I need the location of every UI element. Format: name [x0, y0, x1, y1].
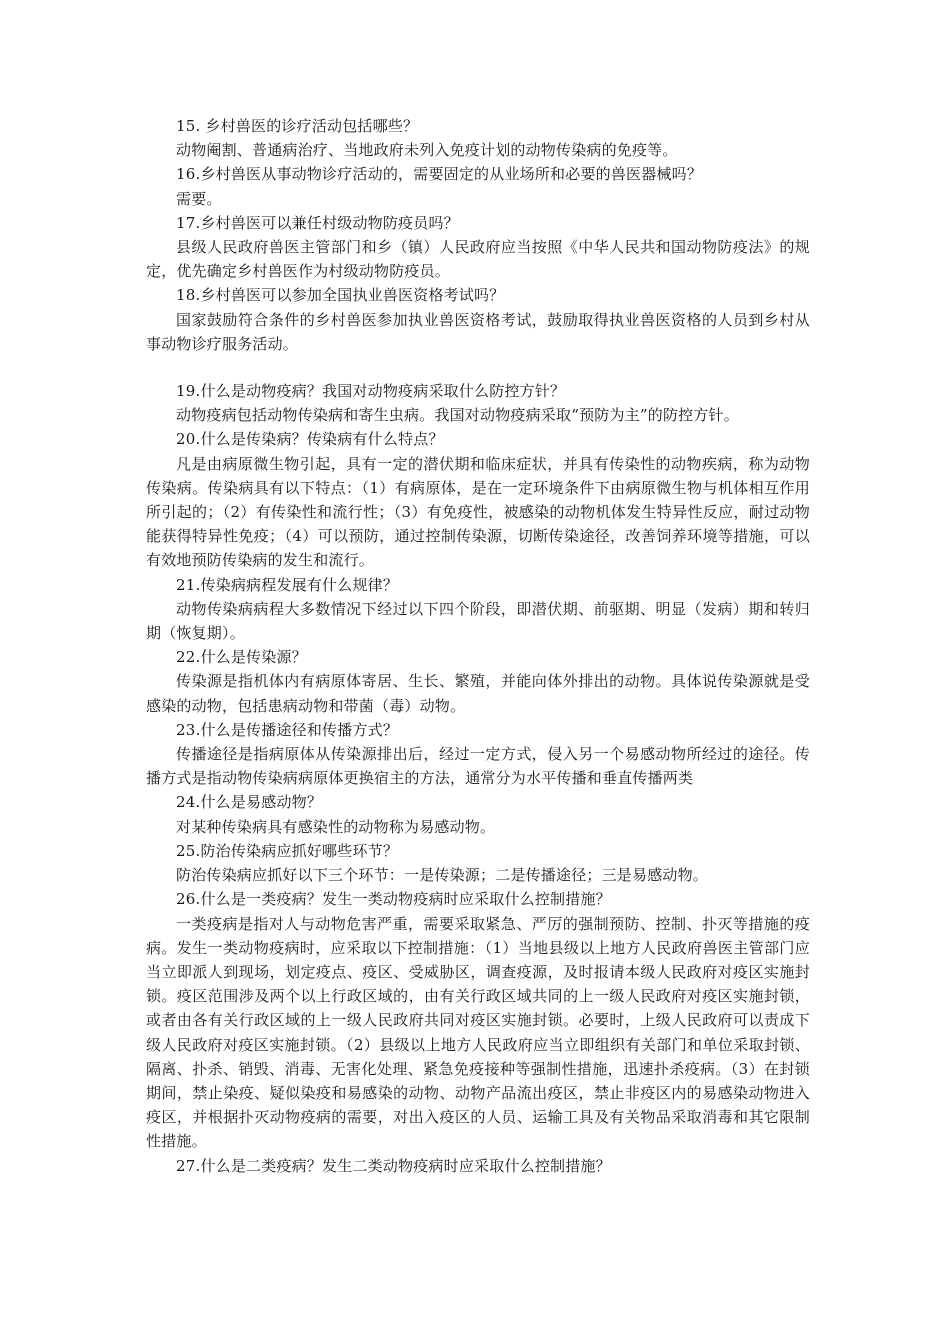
section-qa-15-18 [146, 114, 810, 356]
question-27: 27.什么是二类疫病？发生二类动物疫病时应采取什么控制措施？ [176, 1156, 611, 1175]
answer-15: 动物阉割、普通病治疗、当地政府未列入免疫计划的动物传染病的免疫等。 [176, 141, 678, 160]
question-20: 20.什么是传染病？传染病有什么特点？ [176, 430, 444, 449]
answer-17: 县级人民政府兽医主管部门和乡（镇）人民政府应当按照《中华人民共和国动物防疫法》的规定，优先确定乡村兽医作为村级动物防疫员。 [146, 238, 810, 281]
question-26: 26.什么是一类疫病？发生一类动物疫病时应采取什么控制措施？ [176, 890, 611, 909]
answer-19: 动物疫病包括动物传染病和寄生虫病。我国对动物疫病采取“预防为主”的防控方针。 [176, 406, 739, 425]
section-qa-19-27 [146, 379, 810, 1178]
answer-23: 传播途径是指病原体从传染源排出后，经过一定方式，侵入另一个易感动物所经过的途径。传播方式是指动物传染病病原体更换宿主的方法，通常分为水平传播和垂直传播两类 [146, 745, 810, 788]
document-page [146, 114, 810, 1178]
question-25: 25.防治传染病应抓好哪些环节？ [176, 841, 399, 860]
question-18: 18.乡村兽医可以参加全国执业兽医资格考试吗？ [176, 286, 505, 305]
question-21: 21.传染病病程发展有什么规律？ [176, 575, 399, 594]
question-17: 17.乡村兽医可以兼任村级动物防疫员吗？ [176, 213, 459, 232]
question-22: 22.什么是传染源？ [176, 648, 307, 667]
answer-22: 传染源是指机体内有病原体寄居、生长、繁殖，并能向体外排出的动物。具体说传染源就是受感染的动物，包括患病动物和带菌（毒）动物。 [146, 672, 810, 715]
section-spacer [146, 356, 810, 379]
answer-16: 需要。 [176, 189, 222, 208]
question-16: 16.乡村兽医从事动物诊疗活动的，需要固定的从业场所和必要的兽医器械吗？ [176, 165, 703, 184]
answer-25: 防治传染病应抓好以下三个环节：一是传染源；二是传播途径；三是易感动物。 [176, 866, 709, 885]
answer-21: 动物传染病病程大多数情况下经过以下四个阶段，即潜伏期、前驱期、明显（发病）期和转归期（恢复期）。 [146, 599, 810, 643]
question-24: 24.什么是易感动物？ [176, 793, 323, 812]
answer-26: 一类疫病是指对人与动物危害严重，需要采取紧急、严厉的强制预防、控制、扑灭等措施的疫病。发生一类动物疫病时，应采取以下控制措施：（1）当地县级以上地方人民政府兽医主管部门应当立即派人到现场，划定疫点、疫区、受威胁区，调查疫源，及时报请本级人民政府对疫区实施封锁。疫区范围涉及两个以上行政区域的，由有关行政区域共同的上一级人民政府对疫区实施封锁，或者由各有关行政区域的上一级人民政府共同对疫区实施封锁。必要时，上级人民政府可以责成下级人民政府对疫区实施封锁。（2）县级以上地方人民政府应当立即组织有关部门和单位采取封锁、隔离、扑杀、销毁、消毒、无害化处理、紧急免疫接种等强制性措施，迅速扑杀疫病。（3）在封锁期间，禁止染疫、疑似染疫和易感染的动物、动物产品流出疫区，禁止非疫区内的易感染动物进入疫区，并根据扑灭动物疫病的需要，对出入疫区的人员、运输工具及有关物品采取消毒和其它限制性措施。 [146, 914, 810, 1151]
answer-18: 国家鼓励符合条件的乡村兽医参加执业兽医资格考试，鼓励取得执业兽医资格的人员到乡村从事动物诊疗服务活动。 [146, 310, 810, 353]
question-19: 19.什么是动物疫病？我国对动物疫病采取什么防控方针？ [176, 382, 566, 401]
question-15: 15. 乡村兽医的诊疗活动包括哪些？ [176, 117, 419, 135]
question-23: 23.什么是传播途径和传播方式？ [176, 720, 399, 739]
answer-20: 凡是由病原微生物引起，具有一定的潜伏期和临床症状，并具有传染性的动物疾病，称为动物传染病。传染病具有以下特点：（1）有病原体，是在一定环境条件下由病原微生物与机体相互作用所引起的；（2）有传染性和流行性；（3）有免疫性，被感染的动物机体发生特异性反应，耐过动物能获得特异性免疫；（4）可以预防，通过控制传染源，切断传染途径，改善饲养环境等措施，可以有效地预防传染病的发生和流行。 [146, 454, 810, 570]
answer-24: 对某种传染病具有感染性的动物称为易感动物。 [176, 817, 496, 836]
